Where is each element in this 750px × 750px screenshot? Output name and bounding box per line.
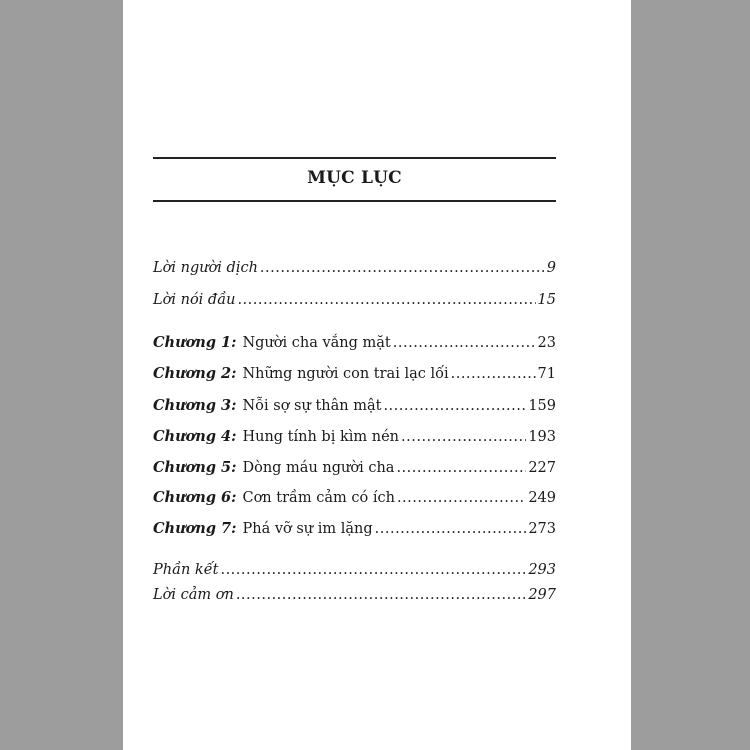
entry-page: 15 (537, 292, 556, 308)
chapter-label: Chương 1: (153, 334, 237, 351)
chapter-title: Người cha vắng mặt (242, 335, 391, 351)
toc-entry-chapter-3 (153, 397, 556, 419)
entry-page: 249 (528, 490, 556, 506)
leader-dots (375, 521, 527, 537)
chapter-title: Cơn trầm cảm có ích (242, 490, 395, 506)
chapter-title: Dòng máu người cha (242, 460, 395, 476)
book-page (123, 0, 631, 750)
toc-entry-chapter-7 (153, 520, 556, 542)
chapter-label: Chương 6: (153, 489, 237, 506)
entry-label: Lời nói đầu (153, 292, 236, 308)
entry-page: 293 (528, 562, 556, 578)
leader-dots (397, 490, 526, 506)
leader-dots (260, 260, 545, 276)
entry-page: 71 (537, 366, 556, 382)
leader-dots (393, 335, 536, 351)
entry-label: Lời cảm ơn (153, 587, 234, 603)
toc-entry-chapter-6 (153, 489, 556, 511)
entry-page: 193 (528, 429, 556, 445)
chapter-title: Phá vỡ sự im lặng (242, 521, 373, 537)
leader-dots (401, 429, 526, 445)
table-of-contents (153, 0, 556, 750)
entry-page: 227 (528, 460, 556, 476)
leader-dots (220, 562, 526, 578)
leader-dots (236, 587, 527, 603)
toc-entry-chapter-4 (153, 428, 556, 450)
chapter-label: Chương 2: (153, 365, 237, 382)
toc-entry-acknowledgements (153, 587, 556, 609)
chapter-label: Chương 5: (153, 459, 237, 476)
leader-dots (237, 292, 535, 308)
entry-page: 273 (528, 521, 556, 537)
toc-entry-epilogue (153, 562, 556, 584)
toc-entry-foreword (153, 292, 556, 314)
page-title: MỤC LỤC (307, 168, 402, 188)
toc-entry-chapter-5 (153, 459, 556, 481)
chapter-title: Những người con trai lạc lối (242, 366, 449, 382)
toc-entry-translator-note (153, 260, 556, 282)
entry-page: 297 (528, 587, 556, 603)
toc-entry-chapter-1 (153, 334, 556, 356)
leader-dots (383, 398, 526, 414)
entry-page: 23 (537, 335, 556, 351)
entry-label: Phần kết (153, 562, 219, 578)
chapter-label: Chương 7: (153, 520, 237, 537)
entry-page: 9 (546, 260, 556, 276)
chapter-title: Nỗi sợ sự thân mật (242, 398, 382, 414)
chapter-title: Hung tính bị kìm nén (242, 429, 400, 445)
chapter-label: Chương 4: (153, 428, 237, 445)
entry-page: 159 (528, 398, 556, 414)
toc-entry-chapter-2 (153, 365, 556, 387)
leader-dots (451, 366, 536, 382)
leader-dots (396, 460, 526, 476)
entry-label: Lời người dịch (153, 260, 258, 276)
chapter-label: Chương 3: (153, 397, 237, 414)
